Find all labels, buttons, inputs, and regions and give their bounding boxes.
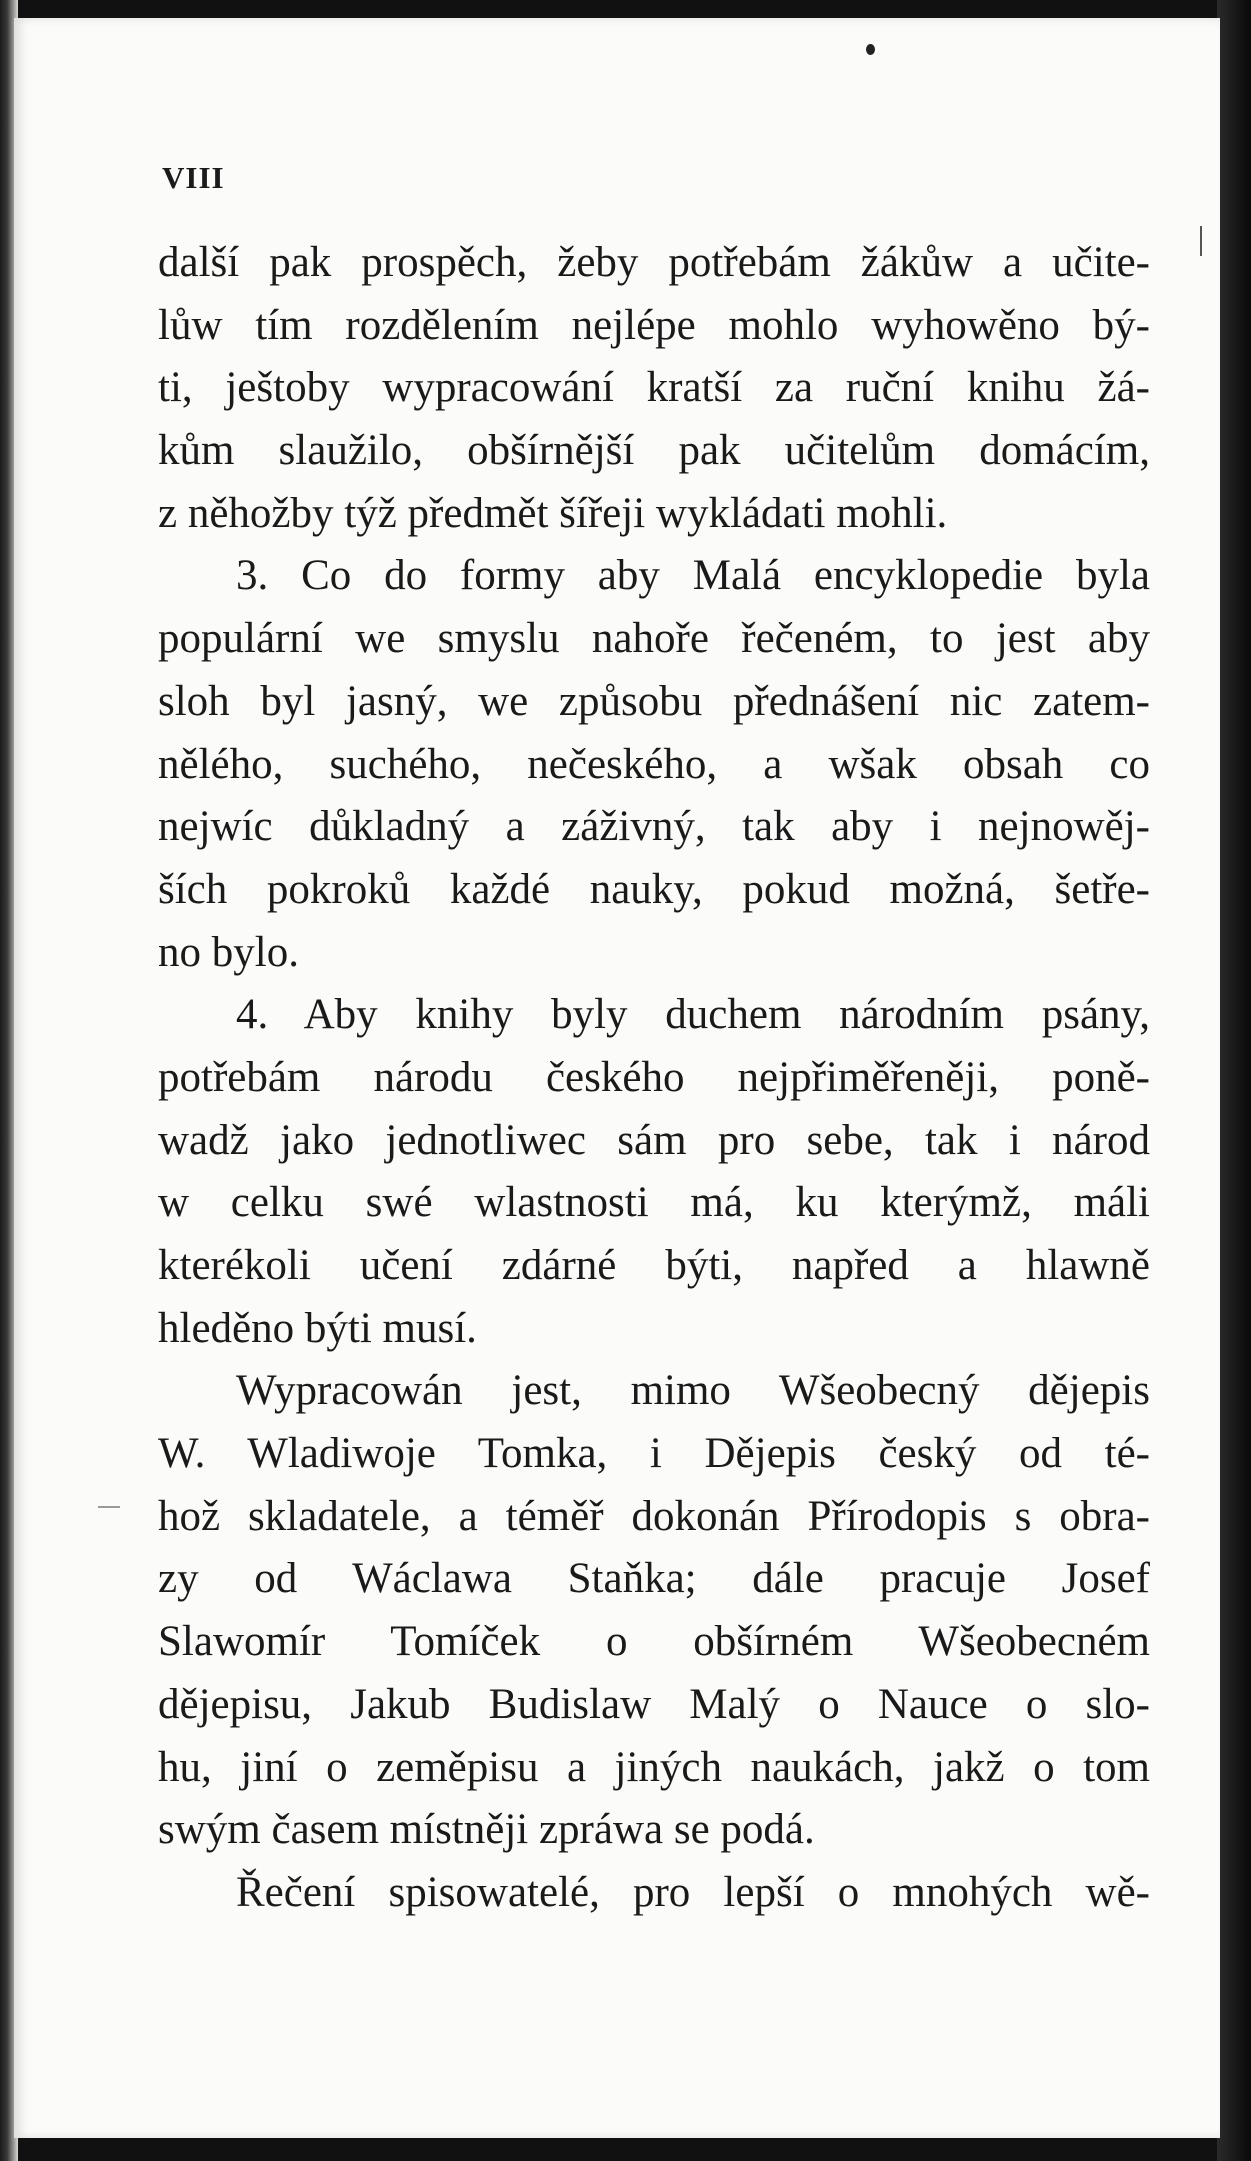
text-line: dějepisu, Jakub Budislaw Malý o Nauce o slo- (158, 1680, 1150, 1728)
margin-mark (1200, 226, 1202, 256)
text-line: ších pokroků každé nauky, pokud možná, šetře- (158, 865, 1150, 913)
text-line: hu, jiní o zeměpisu a jiných naukách, jakž o tom (158, 1743, 1150, 1791)
text-line: nejwíc důkladný a záživný, tak aby i nejnowěj- (158, 803, 1150, 851)
text-line: swým časem místněji zpráwa se podá. (158, 1806, 815, 1854)
text-line: 4. Aby knihy byly duchem národním psány, (236, 991, 1150, 1039)
text-line: Slawomír Tomíček o obšírném Wšeobecném (158, 1618, 1150, 1666)
text-line: populární we smyslu nahoře řečeném, to jest aby (158, 615, 1150, 663)
text-line: sloh byl jasný, we způsobu přednášení nic zatem- (158, 677, 1150, 725)
margin-mark (98, 1506, 120, 1508)
text-line: ti, ještoby wypracowání kratší za ruční knihu žá- (158, 364, 1150, 412)
text-line: další pak prospěch, žeby potřebám žákůw a učite- (158, 239, 1150, 286)
text-line: 3. Co do formy aby Malá encyklopedie byla (236, 552, 1150, 600)
text-line: w celku swé wlastnosti má, ku kterýmž, máli (158, 1179, 1150, 1227)
body-text (158, 232, 1150, 1925)
text-line: Řečení spisowatelé, pro lepší o mnohých wě- (236, 1868, 1150, 1916)
text-line: kterékoli učení zdárné býti, napřed a hlawně (158, 1242, 1150, 1289)
text-line: kům slaužilo, obšírnější pak učitelům domácím, (158, 427, 1150, 475)
text-line: wadž jako jednotliwec sám pro sebe, tak i národ (158, 1116, 1150, 1164)
ink-speck (866, 44, 875, 55)
text-line: Wypracowán jest, mimo Wšeobecný dějepis (236, 1367, 1150, 1415)
text-line: zy od Wáclawa Staňka; dále pracuje Josef (158, 1555, 1150, 1603)
text-line: no bylo. (158, 928, 299, 976)
text-line: W. Wladiwoje Tomka, i Dějepis český od té- (158, 1430, 1150, 1478)
text-line: hož skladatele, a téměř dokonán Přírodopis s obra- (158, 1492, 1150, 1540)
page-right-edge (1217, 0, 1251, 2161)
text-line: lůw tím rozdělením nejlépe mohlo wyhowěno bý- (158, 301, 1150, 349)
text-line: hleděno býti musí. (158, 1304, 477, 1352)
text-line: potřebám národu českého nejpřiměřeněji, poně- (158, 1053, 1150, 1101)
text-line: z něhožby týž předmět šířeji wykládati mohli. (158, 489, 948, 537)
page-number: VIII (162, 160, 225, 195)
text-line: nělého, suchého, nečeského, a wšak obsah co (158, 740, 1150, 788)
